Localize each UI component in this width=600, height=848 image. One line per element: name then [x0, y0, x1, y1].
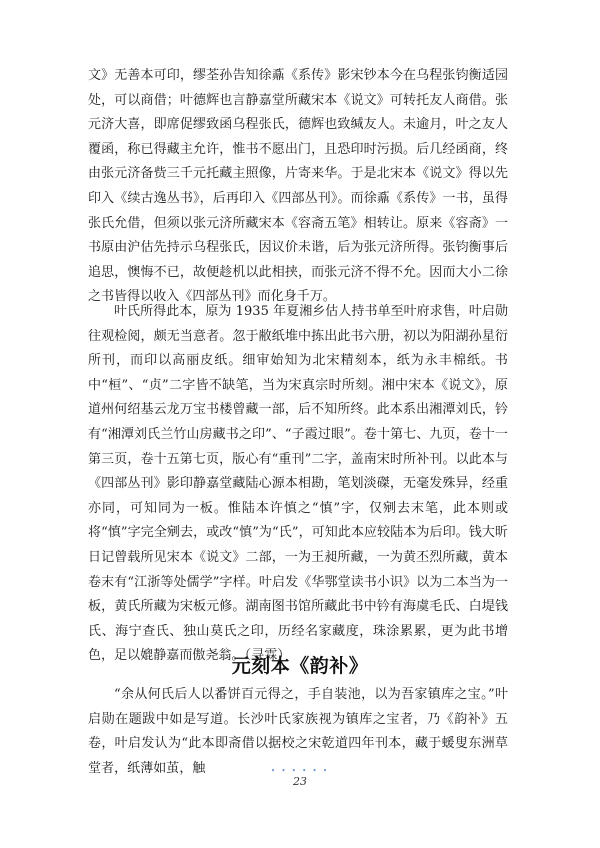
page-number: 23 — [293, 775, 307, 788]
paragraph-continued — [88, 64, 508, 310]
page-ornament-dots: • • • • • • — [271, 767, 329, 775]
paragraph-text: 文》无善本可印，缪荃孙告知徐鼒《系传》影宋钞本今在乌程张钧衡适园处，可以商借；叶德辉也言静嘉堂所藏宋本《说文》可转托友人商借。张元济大喜，即席促缪致函乌程张氏，德辉也致缄友人。未逾月，叶之友人覆函，称已得藏主允许，惟书不愿出门，且恐印时污损。后几经函商，终由张元济备赀三千元托藏主照像，片寄来华。于是北宋本《说文》得以先印入《续古逸丛书》，后再印入《四部丛刊》。而徐鼒《系传》一书，虽得张氏允借，但须以张元济所藏宋本《容斋五笔》相转让。原来《容斋》一书原由沪估先持示乌程张氏，因议价未谐，后为张元济所得。张钧衡事后追思，懊悔不已，故便趁机以此相挟，而张元济不得不允。因而大小二徐之书皆得以收入《四部丛刊》而化身千万。 — [88, 68, 508, 305]
section-title: 元刻本《韵补》 — [231, 655, 369, 677]
paragraph-text: 叶氏所得此本，原为 1935 年夏湘乡估人持书单至叶府求售，叶启勋往观检阅，颇无当意者。忽于敝纸堆中拣出此书六册，初以为阳湖孙星衍所刊，而印以高丽皮纸。细审始知为北宋精刻本，纸为永丰棉纸。书中“桓”、“贞”二字皆不缺笔，当为宋真宗时所刻。湘中宋本《说文》，原道州何绍基云龙万宝书楼曾藏一部，后不知所终。此本系出湘潭刘氏，钤有“湘潭刘氏兰竹山房藏书之印”、“子霞过眼”。卷十第七、九页，卷十一第三页，卷十五第七页，版心有“重刊”二字，盖南宋时所补刊。以此本与《四部丛刊》影印静嘉堂藏陆心源本相勘，笔划淡磔，无毫发殊异，经重亦同，可知同为一板。惟陆本许慎之“慎”字，仅剜去末笔，此本则或将“慎”字完全剜去，或改“慎”为“氏”，可知此本应较陆本为后印。钱大昕日记曾载所见宋本《说文》二部，一为王昶所藏，一为黄丕烈所藏，黄本卷末有“江浙等处儒学”字样。叶启发《华鄂堂读书小识》以为二本当为一板，黄氏所藏为宋板元修。湖南图书馆所藏此书中钤有海虞毛氏、白堤钱氏、海宁查氏、独山莫氏之印，历经名家藏度，珠涂累累，更为此书增色，足以媲静嘉而傲尧翁。（寻霖） — [88, 304, 508, 664]
paragraph-text: “余从何氏后人以番饼百元得之，手自装池，以为吾家镇库之宝。”叶启勋在题跋中如是写道。长沙叶氏家族视为镇库之宝者，乃《韵补》五卷，叶启发认为“此本即斋借以据校之宋乾道四年刊本，藏于蝯叟东洲草堂者，纸薄如茧，触 — [88, 687, 508, 776]
paragraph-ye-shi — [88, 300, 508, 669]
